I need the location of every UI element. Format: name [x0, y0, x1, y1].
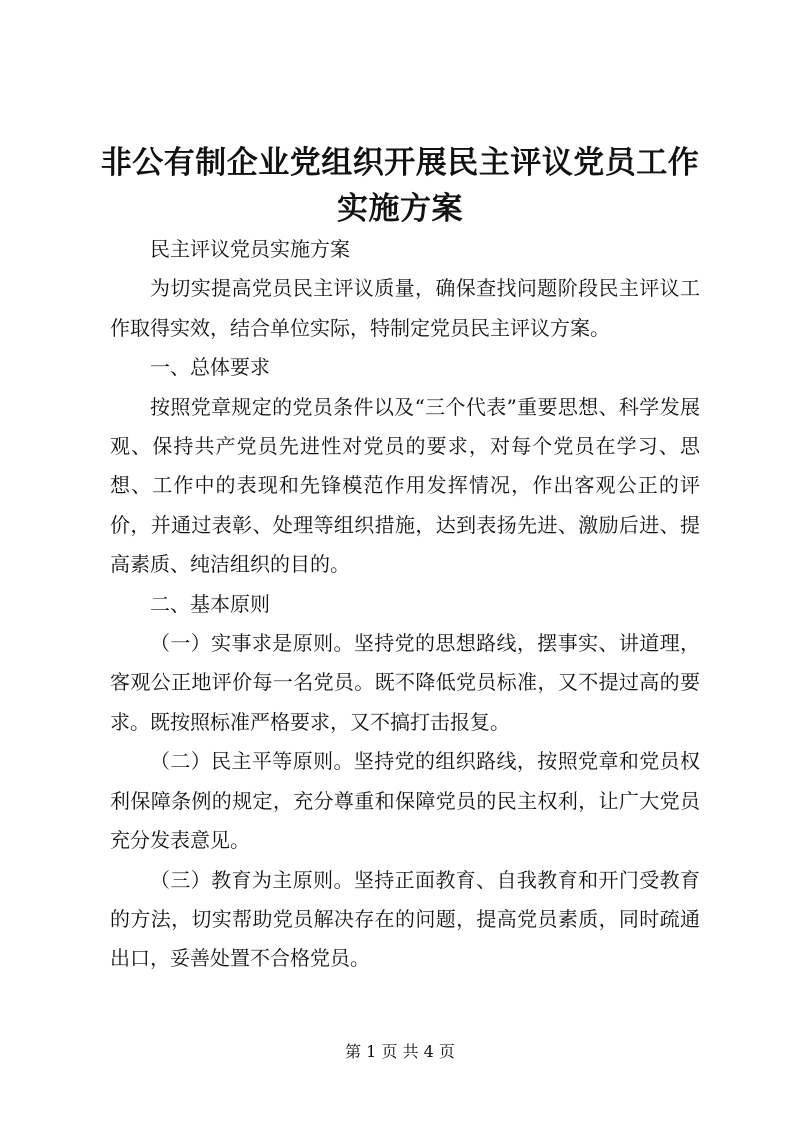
intro-paragraph: 为切实提高党员民主评议质量，确保查找问题阶段民主评议工作取得实效，结合单位实际，特制定党员民主评议方案。 — [110, 276, 700, 340]
document-title: 非公有制企业党组织开展民主评议党员工作实施方案 — [100, 145, 700, 227]
section-heading-basic-principles: 二、基本原则 — [150, 591, 270, 616]
principle-2-paragraph: （二）民主平等原则。坚持党的组织路线，按照党章和党员权利保障条例的规定，充分尊重和保障党员的民主权利，让广大党员充分发表意见。 — [110, 749, 700, 853]
principle-3-paragraph: （三）教育为主原则。坚持正面教育、自我教育和开门受教育的方法，切实帮助党员解决存在的问题，提高党员素质，同时疏通出口，妥善处置不合格党员。 — [110, 867, 700, 971]
section-heading-general-requirements: 一、总体要求 — [150, 355, 270, 380]
page-number-label: 第 1 页 共 4 页 — [345, 1042, 455, 1061]
document-body — [110, 230, 700, 979]
general-requirements-paragraph: 按照党章规定的党员条件以及“三个代表”重要思想、科学发展观、保持共产党员先进性对党员的要求，对每个党员在学习、思想、工作中的表现和先锋模范作用发挥情况，作出客观公正的评价，并通过表彰、处理等组织措施，达到表扬先进、激励后进、提高素质、纯洁组织的目的。 — [110, 394, 700, 577]
principle-1-paragraph: （一）实事求是原则。坚持党的思想路线，摆事实、讲道理，客观公正地评价每一名党员。既不降低党员标准，又不提过高的要求。既按照标准严格要求，又不搞打击报复。 — [110, 631, 700, 734]
page-footer — [0, 1042, 800, 1062]
subtitle-paragraph: 民主评议党员实施方案 — [150, 237, 350, 261]
